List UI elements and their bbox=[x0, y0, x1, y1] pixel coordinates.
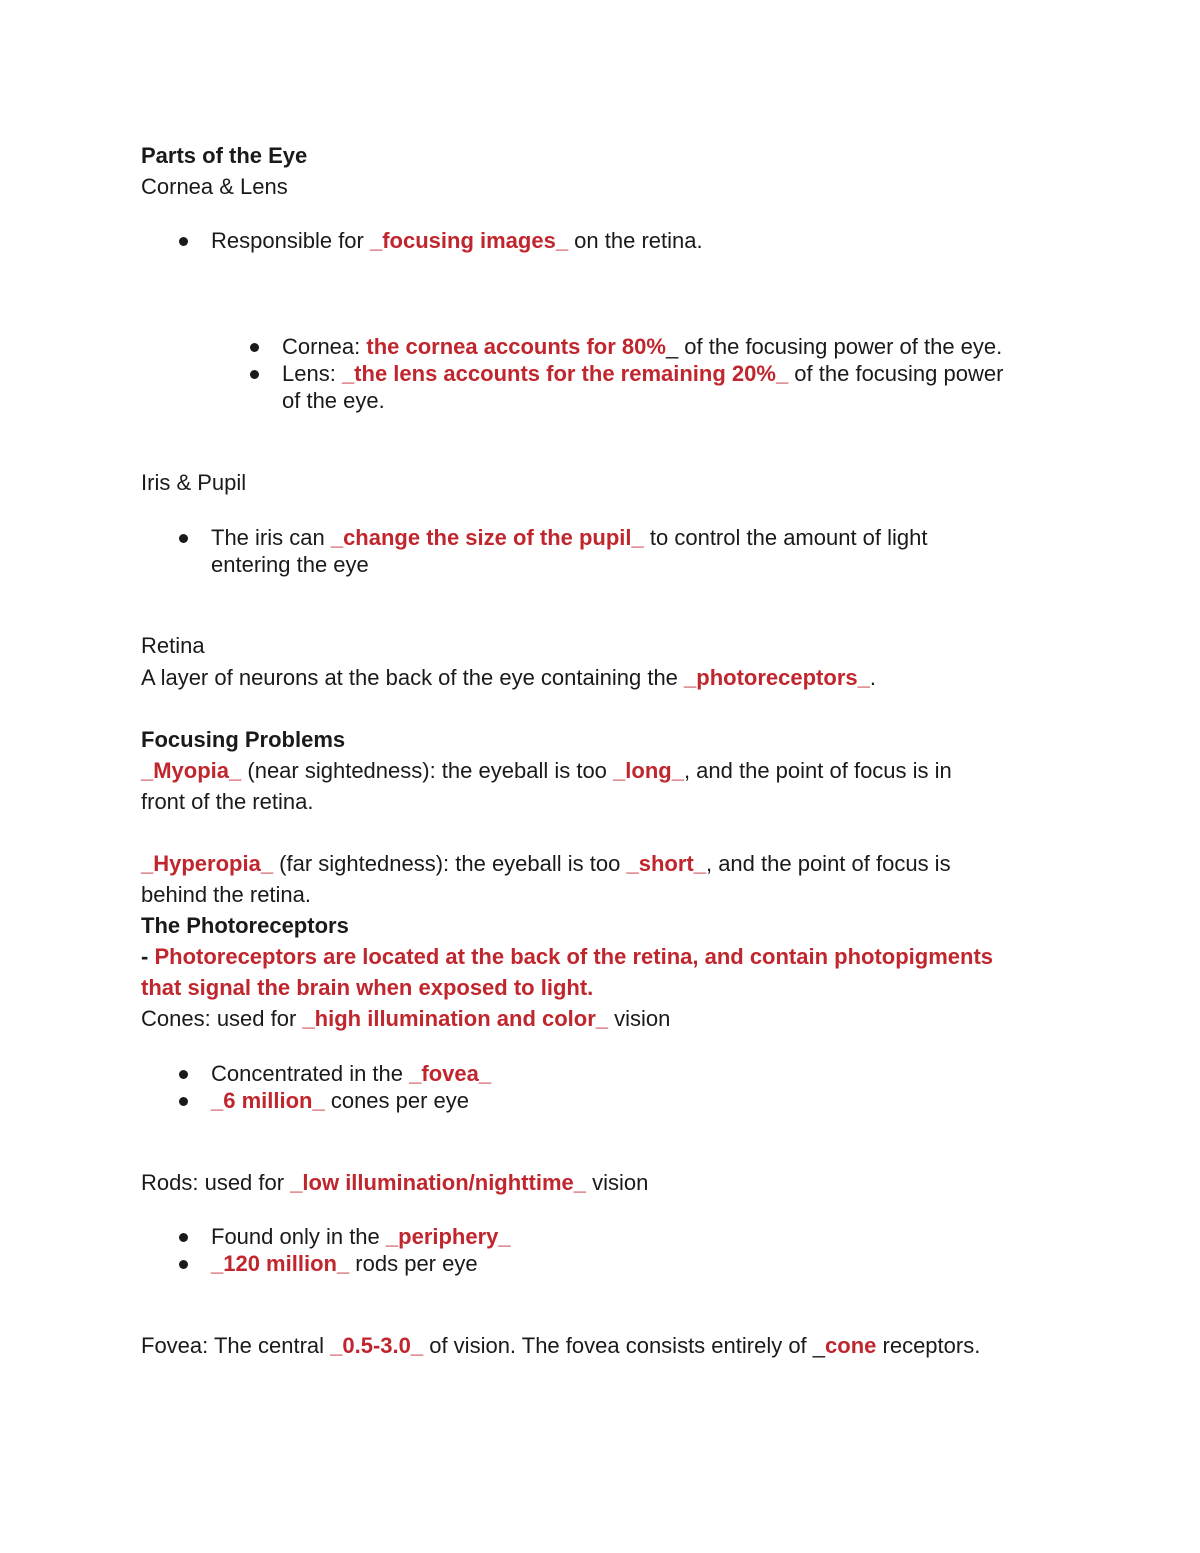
section-heading-photoreceptors: The Photoreceptors bbox=[141, 913, 349, 938]
page-title: Parts of the Eye bbox=[141, 143, 308, 168]
section-heading-focusing: Focusing Problems bbox=[141, 727, 346, 752]
bullet-dot bbox=[250, 370, 259, 379]
retina-desc: A layer of neurons at the back of the eye containing the _photoreceptors_. bbox=[141, 665, 876, 690]
bullet-rods-count: _120 million_ rods per eye bbox=[211, 1251, 478, 1276]
bullet-focusing: Responsible for _focusing images_ on the retina. bbox=[211, 228, 703, 253]
answer-short: _short_ bbox=[626, 851, 706, 876]
bullet-dot bbox=[179, 1233, 188, 1242]
bullet-dot bbox=[179, 1260, 188, 1269]
photoreceptors-line1: - Photoreceptors are located at the back of the retina, and contain photopigments bbox=[141, 944, 994, 969]
bullet-lens: Lens: _the lens accounts for the remaining 20%_ of the focusing power bbox=[282, 361, 1004, 386]
answer-long: _long_ bbox=[613, 758, 684, 783]
bullet-lens-cont: of the eye. bbox=[282, 388, 385, 413]
myopia-line-cont: front of the retina. bbox=[141, 789, 314, 814]
bullet-dot bbox=[179, 237, 188, 246]
answer-hyperopia: _Hyperopia_ bbox=[141, 851, 274, 876]
bullet-cones-count: _6 million_ cones per eye bbox=[211, 1088, 470, 1113]
fovea-line: Fovea: The central _0.5-3.0_ of vision. The fovea consists entirely of _cone receptors. bbox=[141, 1333, 981, 1358]
answer-cones-use: _high illumination and color_ bbox=[302, 1006, 609, 1031]
bullet-dot bbox=[179, 1070, 188, 1079]
answer-cornea-80: the cornea accounts for 80% bbox=[366, 334, 666, 359]
myopia-line: _Myopia_ (near sightedness): the eyeball is too _long_, and the point of focus is in bbox=[141, 758, 952, 783]
document-page bbox=[141, 0, 1061, 1553]
answer-120-million: _120 million_ bbox=[211, 1251, 350, 1276]
bullet-iris-cont: entering the eye bbox=[211, 552, 369, 577]
section-heading-cornea-lens: Cornea & Lens bbox=[141, 174, 288, 199]
hyperopia-line: _Hyperopia_ (far sightedness): the eyeball is too _short_, and the point of focus is bbox=[141, 851, 951, 876]
answer-pupil-size: _change the size of the pupil_ bbox=[330, 525, 644, 550]
answer-myopia: _Myopia_ bbox=[141, 758, 242, 783]
section-heading-iris-pupil: Iris & Pupil bbox=[141, 470, 247, 495]
hyperopia-line-cont: behind the retina. bbox=[141, 882, 312, 907]
bullet-dot bbox=[250, 343, 259, 352]
cones-line: Cones: used for _high illumination and color_ vision bbox=[141, 1006, 671, 1031]
bullet-cornea: Cornea: the cornea accounts for 80%_ of the focusing power of the eye. bbox=[282, 334, 1003, 359]
bullet-rods-periphery: Found only in the _periphery_ bbox=[211, 1224, 511, 1249]
answer-photoreceptors: _photoreceptors_ bbox=[684, 665, 870, 690]
rods-line: Rods: used for _low illumination/nighttime_ vision bbox=[141, 1170, 649, 1195]
section-heading-retina: Retina bbox=[141, 633, 205, 658]
answer-lens-20: _the lens accounts for the remaining 20%_ bbox=[341, 361, 789, 386]
answer-fovea-degrees: _0.5-3.0_ bbox=[330, 1333, 424, 1358]
bullet-iris: The iris can _change the size of the pupil_ to control the amount of light bbox=[211, 525, 928, 550]
photoreceptors-line2: that signal the brain when exposed to light. bbox=[141, 975, 594, 1000]
answer-cone: cone bbox=[825, 1333, 877, 1358]
answer-photoreceptor-location: Photoreceptors are located at the back of the retina, and contain photopigments bbox=[154, 944, 994, 969]
bullet-dot bbox=[179, 534, 188, 543]
bullet-cones-fovea: Concentrated in the _fovea_ bbox=[211, 1061, 492, 1086]
answer-6-million: _6 million_ bbox=[211, 1088, 325, 1113]
answer-periphery: _periphery_ bbox=[385, 1224, 511, 1249]
answer-fovea: _fovea_ bbox=[409, 1061, 492, 1086]
answer-rods-use: _low illumination/nighttime_ bbox=[290, 1170, 586, 1195]
bullet-dot bbox=[179, 1097, 188, 1106]
answer-focusing-images: _focusing images_ bbox=[369, 228, 569, 253]
